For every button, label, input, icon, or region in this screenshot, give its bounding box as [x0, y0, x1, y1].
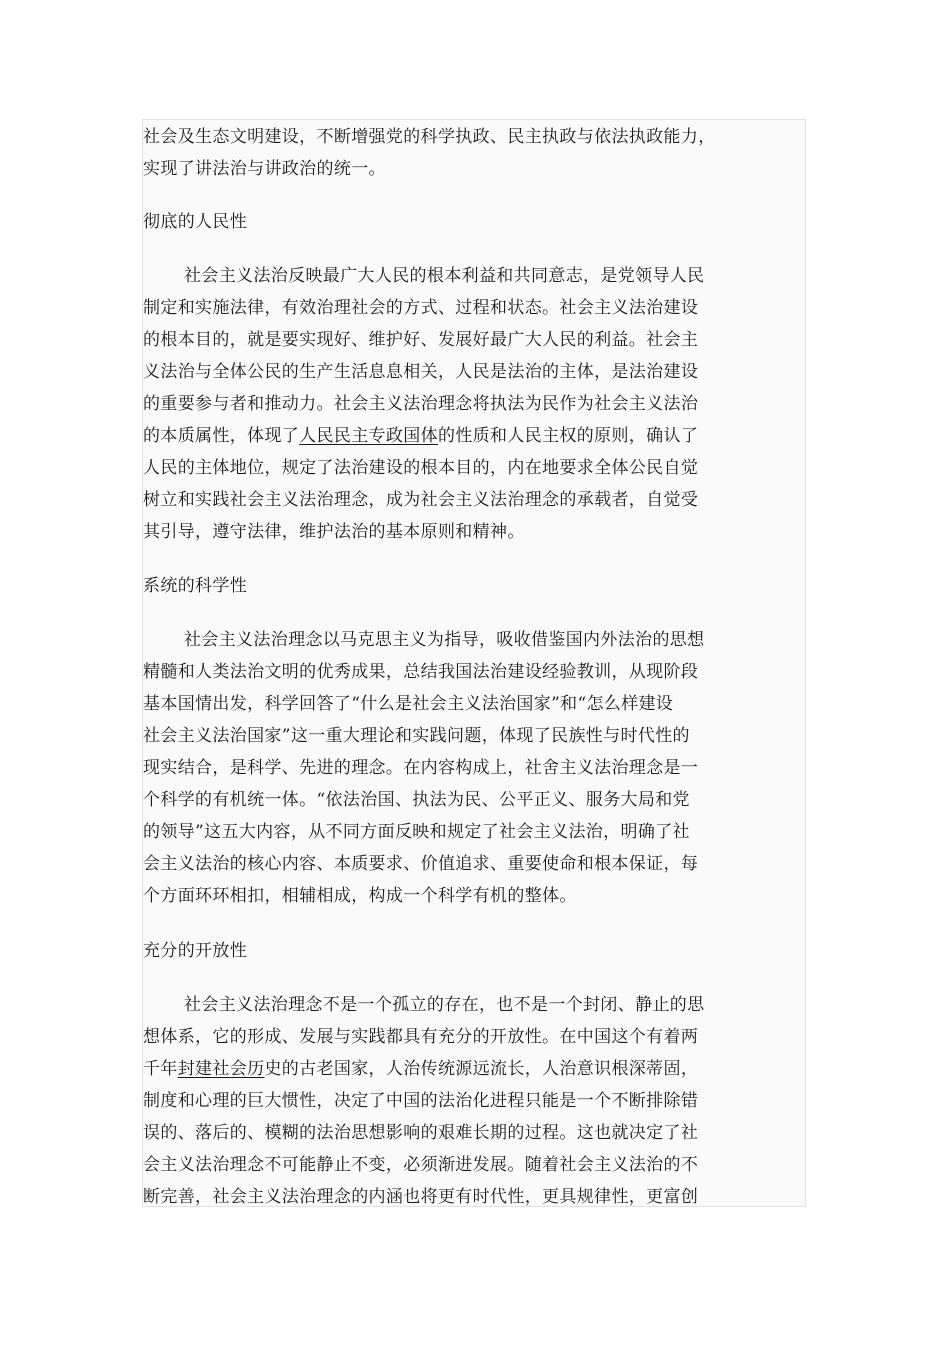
document-page: [142, 119, 806, 1207]
text-run: 的本质属性，体现了: [143, 426, 300, 446]
paragraph-line: 其引导，遵守法律，维护法治的基本原则和精神。: [143, 522, 525, 542]
paragraph-line: 会主义法治理念不可能静止不变，必须渐进发展。随着社会主义法治的不: [143, 1155, 699, 1175]
paragraph-line: 人民的主体地位，规定了法治建设的根本目的，内在地要求全体公民自觉: [143, 458, 699, 478]
paragraph-line: 社会主义法治反映最广大人民的根本利益和共同意志，是党领导人民: [184, 266, 705, 286]
text-run: 的性质和人民主权的原则，确认了: [437, 426, 699, 446]
paragraph-line: 制度和心理的巨大惯性，决定了中国的法治化进程只能是一个不断排除错: [143, 1091, 699, 1111]
paragraph-line: 误的、落后的、模糊的法治思想影响的艰难长期的过程。这也就决定了社: [143, 1123, 699, 1143]
section-heading-openness: 充分的开放性: [143, 941, 248, 961]
section-heading-science: 系统的科学性: [143, 576, 248, 596]
paragraph-line: 社会主义法治国家”这一重大理论和实践问题，体现了民族性与时代性的: [143, 726, 690, 746]
paragraph-line: 的重要参与者和推动力。社会主义法治理念将执法为民作为社会主义法治: [143, 394, 699, 414]
intro-line-2: 实现了讲法治与讲政治的统一。: [143, 159, 386, 179]
paragraph-line: 会主义法治的核心内容、本质要求、价值追求、重要使命和根本保证，每: [143, 854, 699, 874]
paragraph-line: 社会主义法治理念以马克思主义为指导，吸收借鉴国内外法治的思想: [184, 630, 705, 650]
paragraph-line: 想体系，它的形成、发展与实践都具有充分的开放性。在中国这个有着两: [143, 1027, 699, 1047]
paragraph-line: 树立和实践社会主义法治理念，成为社会主义法治理念的承载者，自觉受: [143, 490, 699, 510]
paragraph-line: 断完善，社会主义法治理念的内涵也将更有时代性，更具规律性，更富创: [143, 1187, 699, 1207]
paragraph-line: 社会主义法治理念不是一个孤立的存在，也不是一个封闭、静止的思: [184, 995, 705, 1015]
paragraph-line: [143, 1053, 698, 1085]
paragraph-line: 制定和实施法律，有效治理社会的方式、过程和状态。社会主义法治建设: [143, 298, 699, 318]
underlined-term: 人民民主专政国体: [299, 426, 438, 446]
paragraph-line: [143, 420, 698, 452]
paragraph-line: 义法治与全体公民的生产生活息息相关，人民是法治的主体，是法治建设: [143, 362, 699, 382]
underlined-term: 封建社会历: [177, 1059, 265, 1079]
paragraph-line: 现实结合，是科学、先进的理念。在内容构成上，社舍主义法治理念是一: [143, 758, 699, 778]
paragraph-line: 的根本目的，就是要实现好、维护好、发展好最广大人民的利益。社会主: [143, 330, 699, 350]
paragraph-line: 基本国情出发，科学回答了“什么是社会主义法治国家”和“怎么样建设: [143, 694, 674, 714]
intro-line-1: 社会及生态文明建设，不断增强党的科学执政、民主执政与依法执政能力，: [143, 127, 716, 147]
paragraph-line: 的领导”这五大内容，从不同方面反映和规定了社会主义法治，明确了社: [143, 822, 690, 842]
paragraph-line: 个科学的有机统一体。“依法治国、执法为民、公平正义、服务大局和党: [143, 790, 690, 810]
section-heading-people: 彻底的人民性: [143, 212, 248, 232]
paragraph-line: 精髓和人类法治文明的优秀成果，总结我国法治建设经验教训，从现阶段: [143, 662, 699, 682]
text-run: 千年: [143, 1059, 178, 1079]
text-run: 史的古老国家，人治传统源远流长，人治意识根深蒂固，: [264, 1059, 699, 1079]
paragraph-line: 个方面环环相扣，相辅相成，构成一个科学有机的整体。: [143, 886, 577, 906]
